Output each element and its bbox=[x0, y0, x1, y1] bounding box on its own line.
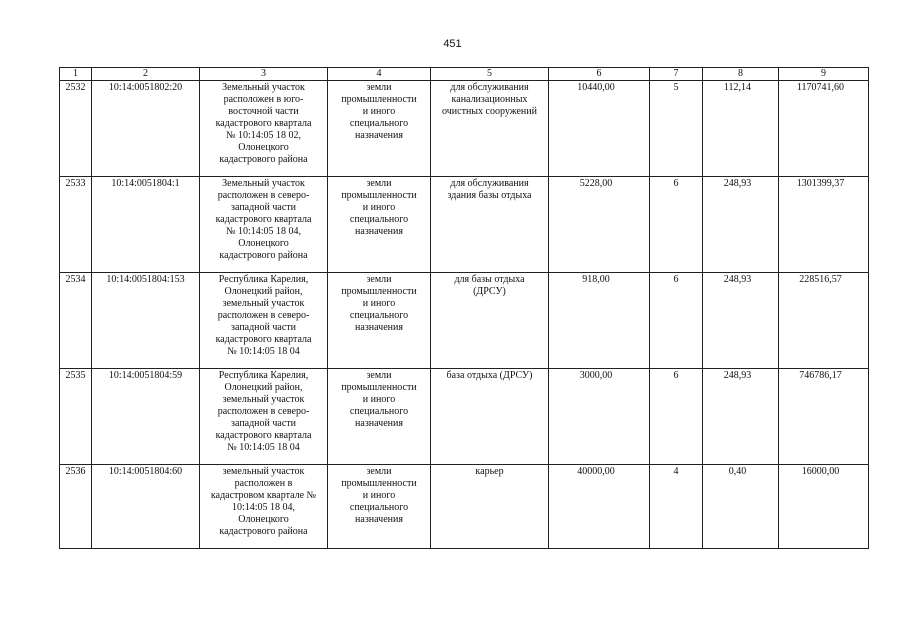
area: 40000,00 bbox=[549, 465, 650, 549]
row-number: 2534 bbox=[60, 273, 92, 369]
cadastral-value: 228516,57 bbox=[779, 273, 869, 369]
permitted-use: для базы отдыха (ДРСУ) bbox=[431, 273, 549, 369]
cadastral-number: 10:14:0051804:59 bbox=[92, 369, 200, 465]
group-number: 5 bbox=[650, 81, 703, 177]
specific-value: 0,40 bbox=[703, 465, 779, 549]
row-number: 2536 bbox=[60, 465, 92, 549]
cadastral-value: 1170741,60 bbox=[779, 81, 869, 177]
permitted-use: для обслуживания здания базы отдыха bbox=[431, 177, 549, 273]
column-header-2: 2 bbox=[92, 68, 200, 81]
group-number: 6 bbox=[650, 369, 703, 465]
area: 5228,00 bbox=[549, 177, 650, 273]
location-description: земельный участок расположен в кадастровом квартале № 10:14:05 18 04, Олонецкого кадастрового района bbox=[200, 465, 328, 549]
header-row bbox=[60, 68, 869, 81]
area: 3000,00 bbox=[549, 369, 650, 465]
specific-value: 248,93 bbox=[703, 177, 779, 273]
column-header-1: 1 bbox=[60, 68, 92, 81]
column-header-3: 3 bbox=[200, 68, 328, 81]
area: 918,00 bbox=[549, 273, 650, 369]
cadastral-number: 10:14:0051804:60 bbox=[92, 465, 200, 549]
specific-value: 248,93 bbox=[703, 369, 779, 465]
location-description: Республика Карелия, Олонецкий район, земельный участок расположен в северо- западной части кадастрового квартала № 10:14:05 18 04 bbox=[200, 369, 328, 465]
area: 10440,00 bbox=[549, 81, 650, 177]
column-header-4: 4 bbox=[328, 68, 431, 81]
group-number: 6 bbox=[650, 273, 703, 369]
location-description: Земельный участок расположен в юго- восточной части кадастрового квартала № 10:14:05 18 02, Олонецкого кадастрового района bbox=[200, 81, 328, 177]
land-category: земли промышленности и иного специального назначения bbox=[328, 81, 431, 177]
table-row bbox=[60, 177, 869, 273]
group-number: 6 bbox=[650, 177, 703, 273]
column-header-5: 5 bbox=[431, 68, 549, 81]
row-number: 2535 bbox=[60, 369, 92, 465]
column-header-6: 6 bbox=[549, 68, 650, 81]
cadastral-number: 10:14:0051804:1 bbox=[92, 177, 200, 273]
land-category: земли промышленности и иного специального назначения bbox=[328, 369, 431, 465]
column-header-7: 7 bbox=[650, 68, 703, 81]
permitted-use: база отдыха (ДРСУ) bbox=[431, 369, 549, 465]
location-description: Республика Карелия, Олонецкий район, земельный участок расположен в северо- западной части кадастрового квартала № 10:14:05 18 04 bbox=[200, 273, 328, 369]
table-row bbox=[60, 465, 869, 549]
cadastral-number: 10:14:0051802:20 bbox=[92, 81, 200, 177]
row-number: 2533 bbox=[60, 177, 92, 273]
row-number: 2532 bbox=[60, 81, 92, 177]
land-category: земли промышленности и иного специального назначения bbox=[328, 465, 431, 549]
group-number: 4 bbox=[650, 465, 703, 549]
cadastral-number: 10:14:0051804:153 bbox=[92, 273, 200, 369]
column-header-8: 8 bbox=[703, 68, 779, 81]
location-description: Земельный участок расположен в северо- западной части кадастрового квартала № 10:14:05 18 04, Олонецкого кадастрового района bbox=[200, 177, 328, 273]
land-registry-table bbox=[59, 67, 869, 549]
table-row bbox=[60, 273, 869, 369]
table-row bbox=[60, 81, 869, 177]
column-header-9: 9 bbox=[779, 68, 869, 81]
specific-value: 112,14 bbox=[703, 81, 779, 177]
permitted-use: для обслуживания канализационных очистных сооружений bbox=[431, 81, 549, 177]
land-category: земли промышленности и иного специального назначения bbox=[328, 177, 431, 273]
table-row bbox=[60, 369, 869, 465]
page-number: 451 bbox=[443, 38, 462, 50]
specific-value: 248,93 bbox=[703, 273, 779, 369]
permitted-use: карьер bbox=[431, 465, 549, 549]
cadastral-value: 16000,00 bbox=[779, 465, 869, 549]
cadastral-value: 746786,17 bbox=[779, 369, 869, 465]
cadastral-value: 1301399,37 bbox=[779, 177, 869, 273]
land-category: земли промышленности и иного специального назначения bbox=[328, 273, 431, 369]
